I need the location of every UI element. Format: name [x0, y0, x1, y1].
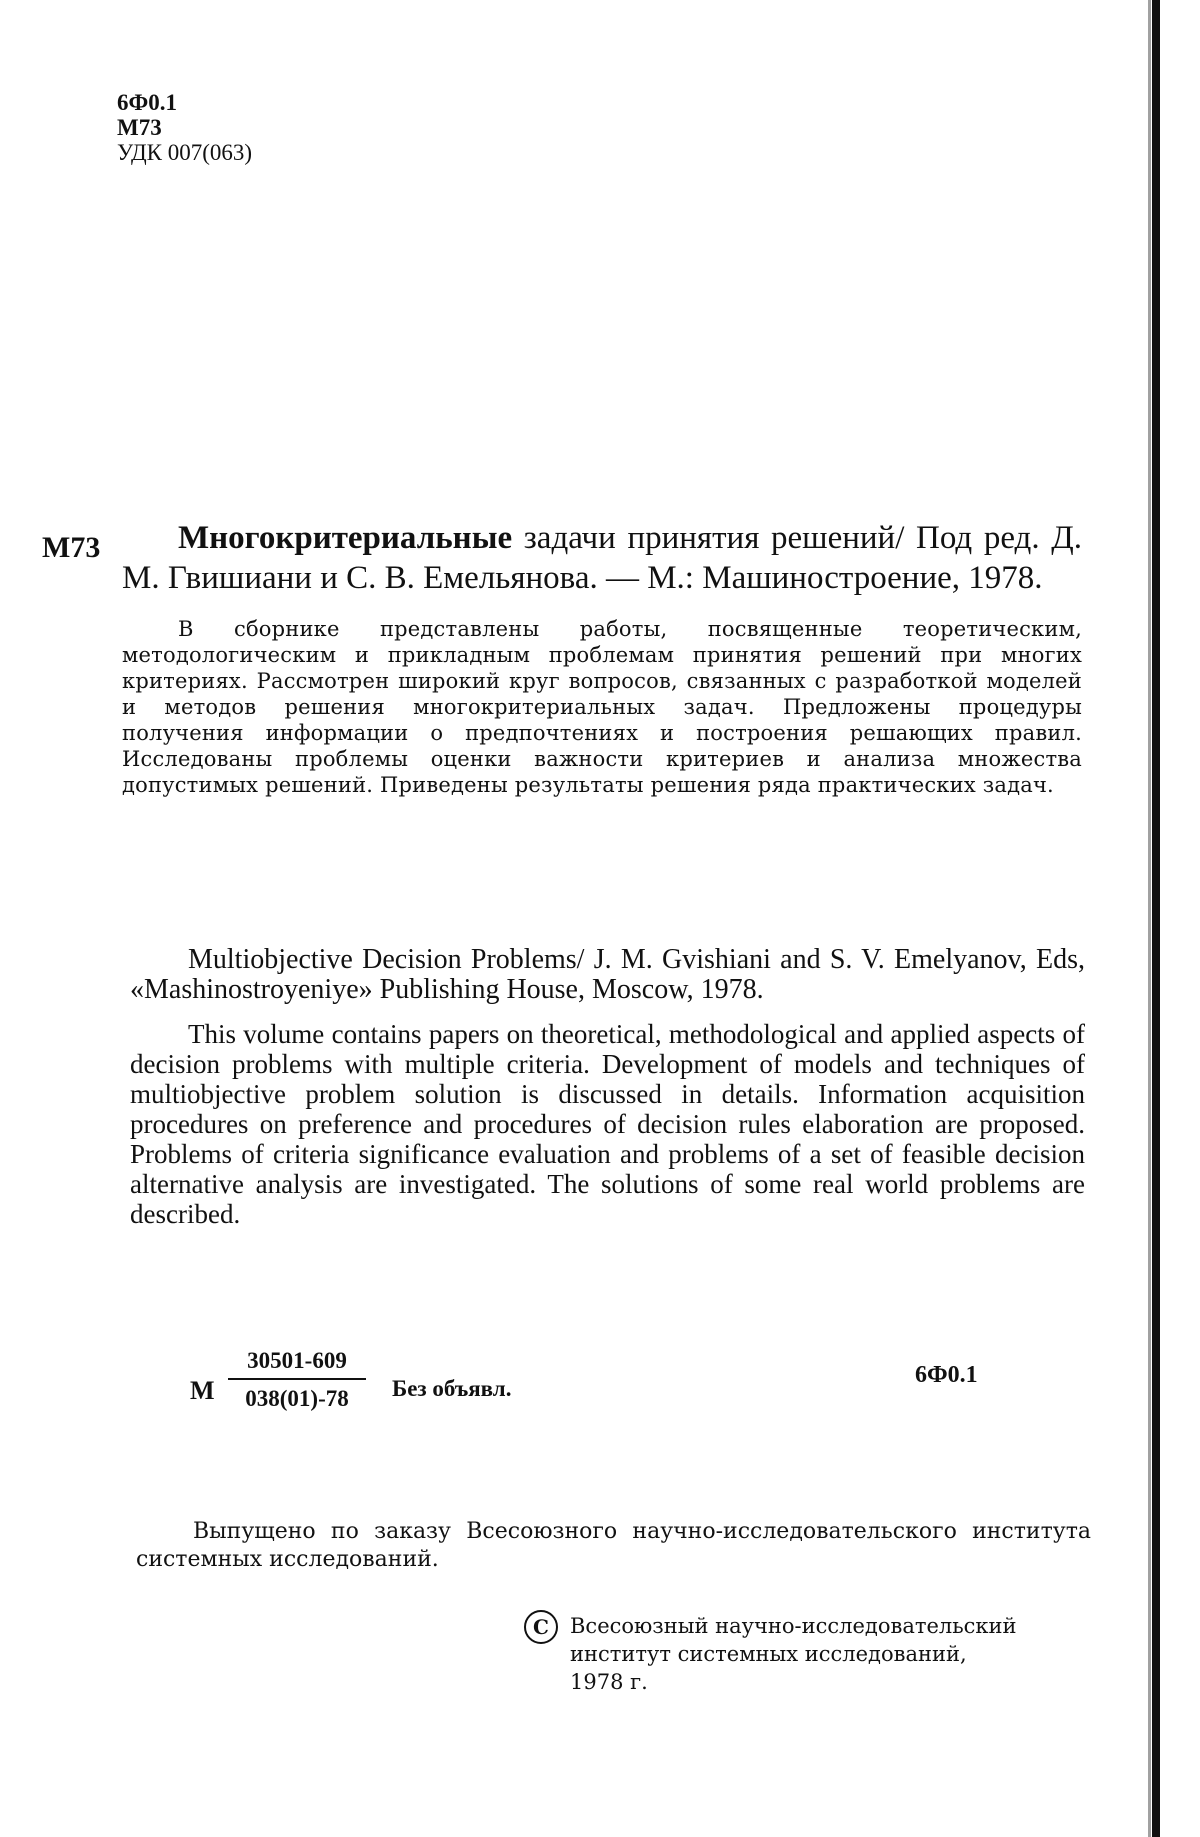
author-mark: М73 — [117, 115, 162, 140]
fraction-numerator: 30501-609 — [228, 1348, 366, 1380]
price-index: 6Ф0.1 — [915, 1362, 978, 1388]
copyright-line-3: 1978 г. — [570, 1670, 648, 1694]
english-abstract: This volume contains papers on theoretical, methodological and applied aspects of decision problems with multiple criteria. Development of models and techniques of multiobjective problem solution is discussed in details. Information acquisition procedures on preference and procedures of decision rules elaboration are proposed. Problems of criteria significance evaluation and problems of a set of feasible decision alternative analysis are investigated. The solutions of some real world problems are described. — [130, 1019, 1085, 1229]
russian-abstract: В сборнике представлены работы, посвященные теоретическим, методологическим и прикладным проблемам принятия решений при многих критериях. Рассмотрен широкий круг вопросов, связанных с разработкой моделей и методов решения многокритериальных задач. Предложены процедуры получения информации о предпочтениях и построения решающих правил. Исследованы проблемы оценки важности критериев и анализа множества допустимых решений. Приведены результаты решения ряда практических задач. — [122, 617, 1082, 797]
russian-bibliographic-title — [122, 518, 1082, 598]
catalog-tag: М73 — [42, 531, 101, 564]
english-bibliographic-title: Multiobjective Decision Problems/ J. M. Gvishiani and S. V. Emelyanov, Eds, «Mashinostroyeniye» Publishing House, Moscow, 1978. — [130, 944, 1085, 1005]
copyright-line-1: Всесоюзный научно-исследовательский — [570, 1614, 1017, 1638]
russian-title-bold: Многокритериальные — [178, 520, 513, 556]
english-annotation — [130, 945, 1085, 1229]
classification-codes — [117, 90, 252, 165]
price-note: Без объявл. — [392, 1376, 512, 1401]
russian-title-rest: задачи принятия решений/ Под ред. Д. М. Гвишиани и С. В. Емельянова. — М.: Машиностроение, 1978. — [122, 520, 1082, 596]
bbk-code: 6Ф0.1 — [117, 90, 178, 115]
copyright-icon: С — [524, 1610, 558, 1644]
copyright-lines — [570, 1612, 1104, 1696]
russian-annotation — [122, 518, 1082, 798]
scan-edge-shadow — [1148, 0, 1151, 1837]
udk-code: УДК 007(063) — [117, 140, 253, 165]
price-code-row — [190, 1348, 1010, 1428]
copyright-line-2: институт системных исследований, — [570, 1642, 967, 1666]
fraction-denominator: 038(01)-78 — [245, 1386, 349, 1411]
copyright-block — [524, 1612, 1104, 1696]
price-fraction — [228, 1348, 366, 1412]
scan-binding-edge — [1152, 0, 1160, 1837]
price-letter: М — [190, 1376, 215, 1405]
order-note: Выпущено по заказу Всесоюзного научно-исследовательского института системных исследований. — [136, 1519, 1091, 1572]
